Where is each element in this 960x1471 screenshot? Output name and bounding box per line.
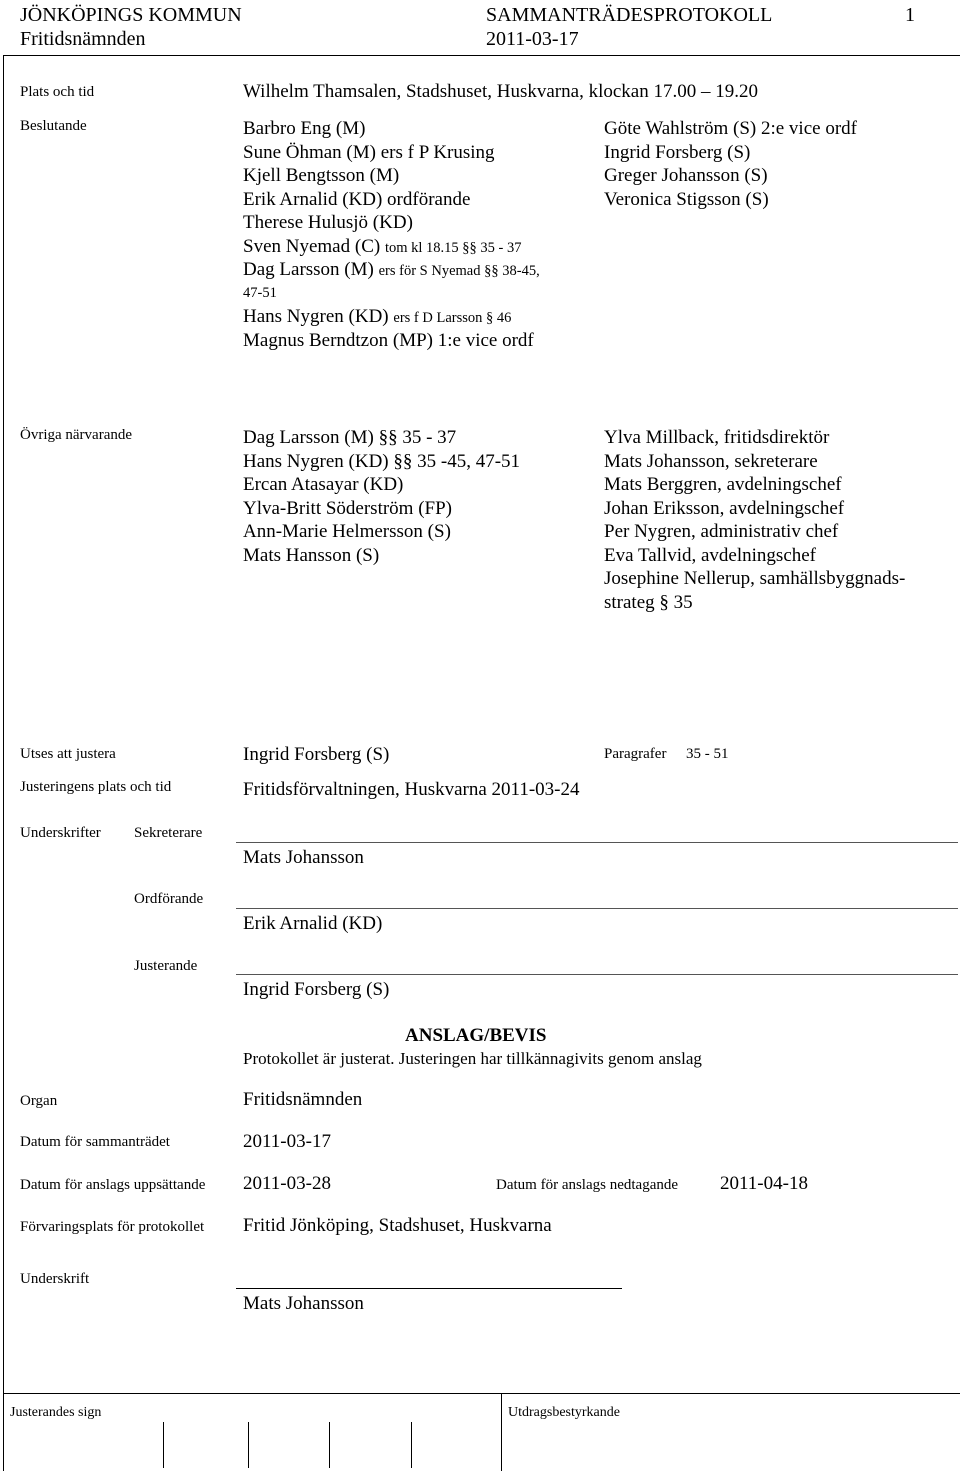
paragrafer-label: Paragrafer bbox=[604, 746, 667, 762]
justerande-label: Justerande bbox=[134, 958, 198, 974]
list-item: Ylva Millback, fritidsdirektör bbox=[604, 427, 830, 448]
place-value: Wilhelm Thamsalen, Stadshuset, Huskvarna, klockan 17.00 – 19.20 bbox=[243, 81, 758, 102]
member-name: Dag Larsson (M) bbox=[243, 259, 379, 280]
list-item: Hans Nygren (KD) §§ 35 -45, 47-51 bbox=[243, 450, 521, 472]
list-item: Barbro Eng (M) bbox=[243, 118, 366, 139]
member-name: Sven Nyemad (C) bbox=[243, 235, 385, 257]
underskrift-name: Mats Johansson bbox=[243, 1293, 364, 1314]
organ-value: Fritidsnämnden bbox=[243, 1089, 363, 1110]
list-item: Magnus Berndtzon (MP) 1:e vice ordf bbox=[243, 329, 534, 351]
forvaringsplats-label: Förvaringsplats för protokollet bbox=[20, 1219, 205, 1235]
anslag-title: ANSLAG/BEVIS bbox=[405, 1025, 547, 1046]
anslag-text: Protokollet är justerat. Justeringen har tillkännagivits genom anslag bbox=[243, 1049, 702, 1068]
datum-uppsattande-label: Datum för anslags uppsättande bbox=[20, 1177, 206, 1193]
footer-top-rule bbox=[3, 1393, 960, 1394]
document-type: SAMMANTRÄDESPROTOKOLL bbox=[486, 4, 773, 26]
list-item bbox=[243, 235, 540, 259]
beslutande-label: Beslutande bbox=[20, 118, 87, 134]
ordforande-signature-line bbox=[236, 908, 958, 909]
justering-plats-value: Fritidsförvaltningen, Huskvarna 2011-03-24 bbox=[243, 779, 580, 800]
board-name: Fritidsnämnden bbox=[20, 28, 146, 50]
datum-sammantrade-label: Datum för sammanträdet bbox=[20, 1134, 170, 1150]
list-item: Mats Hansson (S) bbox=[243, 544, 380, 566]
justerande-signature-line bbox=[236, 974, 958, 975]
member-name: Hans Nygren (KD) bbox=[243, 306, 394, 327]
org-name: JÖNKÖPINGS KOMMUN bbox=[20, 4, 242, 26]
member-note: ers f D Larsson § 46 bbox=[393, 310, 512, 326]
ovriga-left-list bbox=[243, 426, 520, 567]
utses-value: Ingrid Forsberg (S) bbox=[243, 744, 390, 765]
sekreterare-signature-line bbox=[236, 842, 958, 843]
utses-label: Utses att justera bbox=[20, 746, 116, 762]
list-item: Sune Öhman (M) ers f P Krusing bbox=[243, 141, 495, 163]
page-number: 1 bbox=[905, 4, 915, 26]
list-item: Veronica Stigsson (S) bbox=[604, 188, 769, 210]
paragrafer-value: 35 - 51 bbox=[686, 746, 729, 762]
place-label: Plats och tid bbox=[20, 84, 95, 100]
footer-utdragsbestyrkande: Utdragsbestyrkande bbox=[508, 1405, 620, 1420]
ovriga-label: Övriga närvarande bbox=[20, 427, 133, 443]
underskrift-signature-line bbox=[236, 1288, 622, 1289]
list-item: Erik Arnalid (KD) ordförande bbox=[243, 188, 471, 210]
list-item: Therese Hulusjö (KD) bbox=[243, 212, 413, 233]
list-item: Mats Johansson, sekreterare bbox=[604, 450, 818, 472]
list-item: Göte Wahlström (S) 2:e vice ordf bbox=[604, 118, 857, 139]
footer-sign-box bbox=[248, 1422, 249, 1468]
ordforande-label: Ordförande bbox=[134, 891, 204, 907]
list-item: Ann-Marie Helmersson (S) bbox=[243, 521, 451, 542]
beslutande-right-list bbox=[604, 117, 857, 211]
list-item: Josephine Nellerup, samhällsbyggnads- bbox=[604, 568, 906, 589]
left-border bbox=[3, 55, 4, 1471]
document-date: 2011-03-17 bbox=[486, 28, 579, 50]
justering-plats-label: Justeringens plats och tid bbox=[20, 779, 172, 795]
footer-sign-box bbox=[329, 1422, 330, 1468]
member-note: ers för S Nyemad §§ 38-45, bbox=[378, 263, 540, 279]
list-item: Ercan Atasayar (KD) bbox=[243, 474, 404, 495]
list-item: Eva Tallvid, avdelningschef bbox=[604, 544, 817, 566]
datum-uppsattande-value: 2011-03-28 bbox=[243, 1173, 331, 1194]
underskrift-label: Underskrift bbox=[20, 1271, 90, 1287]
datum-nedtagande-label: Datum för anslags nedtagande bbox=[496, 1177, 679, 1193]
footer-justerandes-sign: Justerandes sign bbox=[10, 1405, 102, 1420]
list-item: Mats Berggren, avdelningschef bbox=[604, 474, 842, 495]
underskrifter-label: Underskrifter bbox=[20, 825, 101, 841]
organ-label: Organ bbox=[20, 1093, 58, 1109]
list-item: Ingrid Forsberg (S) bbox=[604, 141, 751, 163]
header-rule bbox=[3, 55, 960, 56]
sekreterare-name: Mats Johansson bbox=[243, 847, 364, 868]
justerande-name: Ingrid Forsberg (S) bbox=[243, 979, 390, 1000]
footer-sign-box bbox=[163, 1422, 164, 1468]
list-item: Johan Eriksson, avdelningschef bbox=[604, 497, 845, 519]
member-note-continued: 47-51 bbox=[243, 284, 277, 301]
ordforande-name: Erik Arnalid (KD) bbox=[243, 913, 383, 934]
list-item bbox=[243, 305, 540, 329]
datum-nedtagande-value: 2011-04-18 bbox=[720, 1173, 808, 1194]
footer-sign-box bbox=[411, 1422, 412, 1468]
footer-divider bbox=[501, 1393, 502, 1471]
datum-sammantrade-value: 2011-03-17 bbox=[243, 1131, 331, 1152]
list-item: strateg § 35 bbox=[604, 591, 693, 613]
beslutande-left-list bbox=[243, 117, 540, 352]
list-item: Dag Larsson (M) §§ 35 - 37 bbox=[243, 427, 457, 448]
forvaringsplats-value: Fritid Jönköping, Stadshuset, Huskvarna bbox=[243, 1215, 552, 1236]
list-item: Per Nygren, administrativ chef bbox=[604, 521, 839, 542]
list-item: Greger Johansson (S) bbox=[604, 165, 768, 186]
list-item: Ylva-Britt Söderström (FP) bbox=[243, 497, 452, 519]
ovriga-right-list bbox=[604, 426, 905, 614]
list-item bbox=[243, 258, 540, 282]
list-item: Kjell Bengtsson (M) bbox=[243, 165, 400, 186]
member-note: tom kl 18.15 §§ 35 - 37 bbox=[384, 239, 522, 256]
sekreterare-label: Sekreterare bbox=[134, 825, 203, 841]
